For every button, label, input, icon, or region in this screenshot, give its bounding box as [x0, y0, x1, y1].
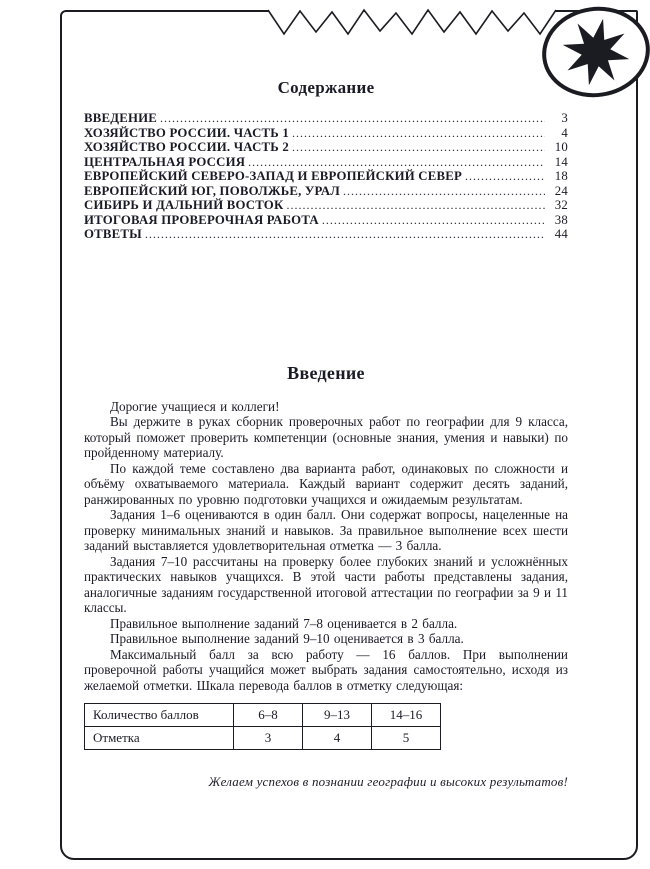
toc-leader-dots	[248, 155, 545, 170]
table-cell: 3	[234, 727, 303, 750]
toc-entry-label: ХОЗЯЙСТВО РОССИИ. ЧАСТЬ 1	[84, 125, 289, 140]
toc-leader-dots	[145, 227, 545, 242]
toc-entry	[84, 213, 568, 228]
intro-paragraph: Дорогие учащиеся и коллеги!	[110, 398, 280, 414]
toc-entry-label: ХОЗЯЙСТВО РОССИИ. ЧАСТЬ 2	[84, 140, 289, 154]
toc-leader-dots	[465, 169, 545, 184]
table-cell: 4	[303, 727, 372, 750]
toc-entry-label: СИБИРЬ И ДАЛЬНИЙ ВОСТОК	[84, 198, 284, 212]
toc-entry	[84, 198, 568, 213]
intro-paragraph: Правильное выполнение заданий 9–10 оценивается в 3 балла.	[110, 631, 464, 646]
table-row	[85, 704, 441, 727]
table-cell: 6–8	[234, 704, 303, 727]
toc-entry-label: ВВЕДЕНИЕ	[84, 111, 157, 125]
toc-entry	[84, 155, 568, 170]
toc-entry	[84, 126, 568, 141]
intro-paragraph: Правильное выполнение заданий 7–8 оценивается в 2 балла.	[110, 615, 458, 631]
intro-paragraph: Задания 7–10 рассчитаны на проверку более глубоких знаний и усложнённых практических навыков учащихся. В этой части работы представлены задания, аналогичные заданиям государственной итоговой аттестации по географии за 9 и 11 классы.	[84, 553, 569, 615]
intro-paragraph: Максимальный балл за всю работу — 16 баллов. При выполнении проверочной работы учащийся может выбрать задания самостоятельно, исходя из желаемой отметки. Шкала перевода баллов в отметку следующая:	[84, 646, 568, 693]
table-row	[85, 727, 441, 750]
toc-leader-dots	[343, 184, 545, 199]
table-cell: Отметка	[85, 727, 234, 750]
toc-leader-dots	[160, 111, 545, 126]
table-cell: 14–16	[372, 704, 441, 727]
toc-page-number: 38	[554, 212, 568, 227]
table-cell: 5	[372, 727, 441, 750]
intro-paragraph: Вы держите в руках сборник проверочных работ по географии для 9 класса, который поможет проверить компетенции (основные знания, умения и навыки) по пройденному материалу.	[84, 414, 568, 460]
toc-entry	[84, 111, 568, 126]
toc-page-number: 4	[561, 125, 568, 140]
toc-leader-dots	[292, 140, 545, 155]
toc-entry-label: ОТВЕТЫ	[84, 227, 142, 241]
toc-entry	[84, 227, 568, 242]
toc-entry	[84, 169, 568, 184]
score-table	[84, 703, 441, 750]
intro-paragraph: Задания 1–6 оцениваются в один балл. Они содержат вопросы, нацеленные на проверку минимальных знаний и навыков. За правильное выполнение всех шести заданий выставляется удовлетворительная отметка — 3 балла.	[84, 507, 568, 553]
toc-entry	[84, 140, 568, 155]
toc-leader-dots	[322, 213, 545, 228]
intro-paragraph: По каждой теме составлено два варианта работ, одинаковых по сложности и объёму охватываемого материала. Каждый вариант содержит десять заданий, ранжированных по уровню подготовки учащихся и ожидаемым результатам.	[84, 460, 568, 507]
toc-entry-label: ЕВРОПЕЙСКИЙ ЮГ, ПОВОЛЖЬЕ, УРАЛ	[84, 183, 341, 198]
page-content	[84, 78, 568, 790]
toc-page-number: 32	[554, 198, 568, 212]
table-cell: 9–13	[303, 704, 372, 727]
table-cell: Количество баллов	[85, 704, 234, 727]
toc-page-number: 10	[554, 140, 568, 154]
toc-page-number: 24	[554, 183, 568, 198]
toc-page-number: 14	[554, 154, 568, 169]
toc-entry	[84, 184, 568, 199]
toc-entry-label: ЕВРОПЕЙСКИЙ СЕВЕРО-ЗАПАД И ЕВРОПЕЙСКИЙ СЕВЕР	[84, 169, 462, 183]
toc-leader-dots	[286, 198, 545, 213]
toc-entry-label: ЦЕНТРАЛЬНАЯ РОССИЯ	[84, 154, 246, 169]
toc-list	[84, 111, 568, 242]
toc-page-number: 3	[561, 111, 568, 125]
toc-page-number: 44	[554, 227, 568, 241]
toc-entry-label: ИТОГОВАЯ ПРОВЕРОЧНАЯ РАБОТА	[84, 212, 319, 227]
toc-title: Содержание	[277, 78, 375, 97]
toc-page-number: 18	[554, 169, 568, 183]
intro-title: Введение	[287, 362, 365, 383]
closing-line: Желаем успехов в познании географии и высоких результатов!	[208, 774, 568, 789]
toc-leader-dots	[292, 126, 545, 141]
torn-edge-decoration	[268, 0, 560, 40]
